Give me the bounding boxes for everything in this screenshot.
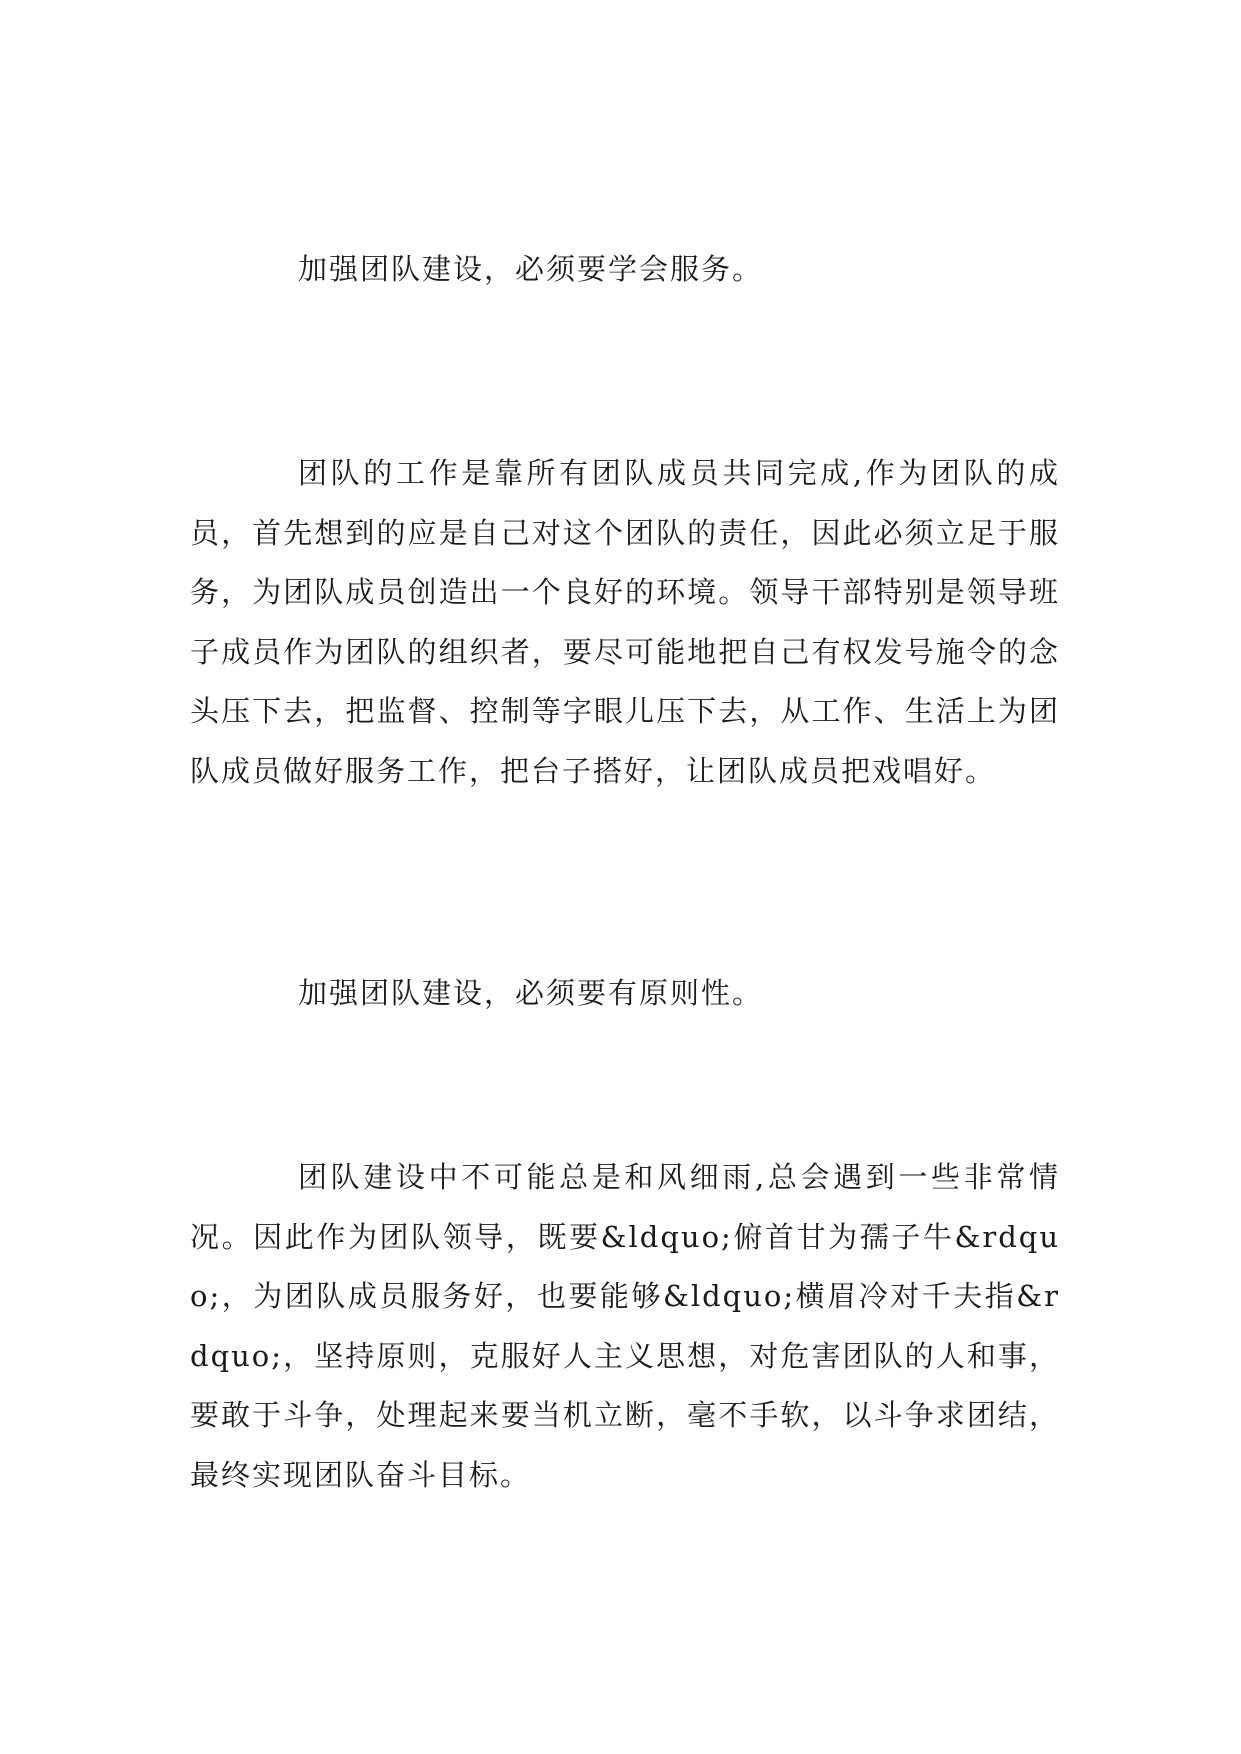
section-heading-service: 加强团队建设，必须要学会服务。: [298, 252, 764, 286]
section-paragraph-service: 团队的工作是靠所有团队成员共同完成,作为团队的成员，首先想到的应是自己对这个团队的责任，因此必须立足于服务，为团队成员创造出一个良好的环境。领导干部特别是领导班子成员作为团队的组织者，要尽可能地把自己有权发号施令的念头压下去，把监督、控制等字眼儿压下去，从工作、生活上为团队成员做好服务工作，把台子搭好，让团队成员把戏唱好。: [190, 456, 1060, 788]
section-paragraph-principle: 团队建设中不可能总是和风细雨,总会遇到一些非常情况。因此作为团队领导，既要&ldquo;俯首甘为孺子牛&rdquo;，为团队成员服务好，也要能够&ldquo;横眉冷对千夫指&rdquo;，坚持原则，克服好人主义思想，对危害团队的人和事，要敢于斗争，处理起来要当机立断，毫不手软，以斗争求团结，最终实现团队奋斗目标。: [190, 1160, 1060, 1492]
section-heading-principle: 加强团队建设，必须要有原则性。: [298, 976, 764, 1010]
